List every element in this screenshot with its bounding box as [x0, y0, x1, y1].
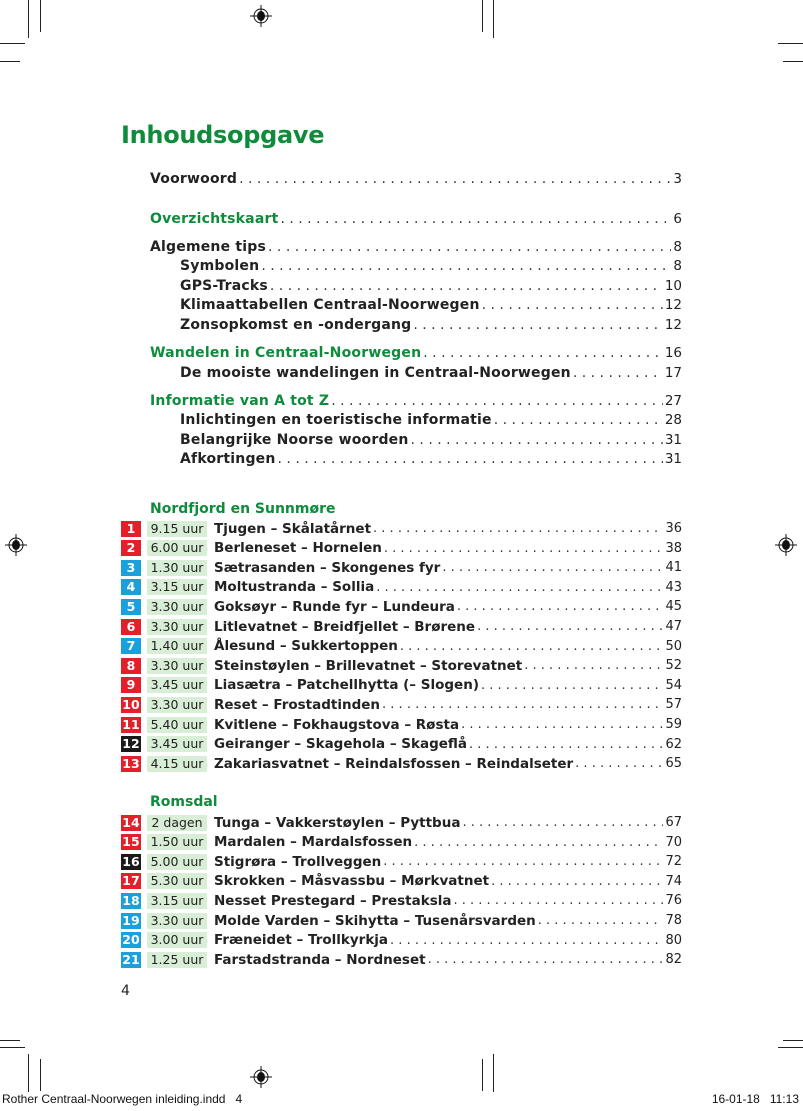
route-title: Zakariasvatnet – Reindalsfossen – Reindalseter [214, 755, 574, 772]
toc-page: 16 [664, 345, 682, 361]
route-duration: 3.30 uur [147, 658, 207, 674]
route-duration: 3.30 uur [147, 913, 207, 929]
leader-dots [261, 258, 671, 274]
crop-mark [778, 43, 803, 44]
toc-entry-noorse-woorden[interactable] [180, 432, 682, 451]
leader-dots [457, 599, 664, 614]
leader-dots [411, 432, 663, 448]
route-title: Mardalen – Mardalsfossen [214, 834, 413, 851]
route-duration: 3.15 uur [147, 579, 207, 595]
leader-dots [239, 171, 671, 187]
route-duration: 3.00 uur [147, 932, 207, 948]
crop-mark [40, 1059, 41, 1091]
leader-dots [461, 717, 663, 732]
route-page: 36 [665, 521, 682, 536]
leader-dots [268, 239, 671, 255]
route-number-badge: 21 [122, 951, 140, 967]
route-duration: 1.30 uur [147, 560, 207, 576]
leader-dots [373, 521, 663, 536]
route-title: Molde Varden – Skihytta – Tusenårsvarden [214, 912, 536, 929]
toc-entry-wandelen[interactable] [150, 345, 682, 364]
route-number-badge: 19 [122, 912, 140, 928]
route-number-badge: 18 [122, 892, 140, 908]
route-title: Fræneidet – Trollkyrkja [214, 932, 389, 949]
route-number-badge: 7 [121, 638, 141, 654]
route-page: 52 [665, 658, 682, 674]
leader-dots [538, 913, 664, 928]
route-number-badge: 3 [121, 560, 141, 576]
route-duration: 6.00 uur [147, 540, 207, 556]
route-row[interactable] [121, 597, 682, 616]
leader-dots [477, 619, 663, 634]
route-page: 47 [665, 619, 682, 634]
route-page: 70 [665, 834, 682, 850]
route-title: Skrokken – Måsvassbu – Mørkvatnet [214, 873, 490, 890]
route-row[interactable] [121, 695, 682, 714]
leader-dots [482, 297, 663, 313]
registration-mark-icon [250, 1066, 272, 1088]
leader-dots [278, 451, 663, 467]
route-number-badge: 15 [122, 834, 140, 850]
leader-dots [280, 211, 671, 227]
toc-label: Belangrijke Noorse woorden [180, 432, 409, 448]
crop-mark [0, 1047, 25, 1048]
leader-dots [462, 815, 663, 830]
page-number: 4 [121, 983, 130, 999]
crop-mark [493, 1054, 494, 1092]
route-duration: 1.50 uur [147, 834, 207, 850]
leader-dots [413, 317, 662, 333]
leader-dots [481, 678, 663, 693]
route-row[interactable] [121, 656, 682, 675]
toc-entry-algemene-tips[interactable] [150, 239, 682, 258]
leader-dots [400, 639, 664, 654]
route-page: 82 [665, 952, 682, 968]
route-row[interactable] [121, 578, 682, 597]
route-duration: 9.15 uur [147, 521, 207, 537]
leader-dots [494, 412, 663, 428]
route-row[interactable] [121, 735, 682, 754]
leader-dots [524, 658, 663, 673]
route-page: 65 [665, 756, 682, 772]
toc-page: 8 [673, 239, 682, 255]
route-page: 74 [665, 873, 682, 889]
route-page: 59 [665, 717, 682, 732]
route-duration: 3.30 uur [147, 599, 207, 615]
route-title: Moltustranda – Sollia [214, 579, 375, 596]
route-number-badge: 11 [122, 716, 140, 732]
route-number-badge: 16 [122, 853, 140, 869]
route-row[interactable] [121, 558, 682, 577]
route-number-badge: 5 [121, 599, 141, 615]
route-number-badge: 10 [122, 696, 140, 712]
toc-entry-symbolen[interactable] [180, 258, 682, 277]
route-duration: 2 dagen [147, 815, 207, 831]
slug-timestamp: 16-01-18 11:13 [711, 1092, 799, 1106]
toc-label: Afkortingen [180, 451, 276, 467]
route-page: 67 [665, 815, 682, 830]
route-page: 43 [665, 579, 682, 595]
route-title: Stigrøra – Trollveggen [214, 853, 382, 870]
route-row[interactable] [121, 715, 682, 734]
toc-entry-inlichtingen[interactable] [180, 412, 682, 431]
toc-page: 12 [664, 297, 682, 313]
leader-dots [442, 560, 663, 575]
crop-mark [778, 1047, 803, 1048]
route-duration: 4.15 uur [147, 756, 207, 772]
route-title: Tunga – Vakkerstøylen – Pyttbua [214, 814, 461, 831]
route-title: Goksøyr – Runde fyr – Lundeura [214, 598, 455, 615]
toc-label: Overzichtskaart [150, 211, 279, 227]
route-row[interactable] [121, 676, 682, 695]
route-number-badge: 2 [121, 540, 141, 556]
toc-page: 3 [673, 171, 682, 187]
route-page: 41 [665, 560, 682, 576]
route-number-badge: 20 [122, 932, 140, 948]
route-page: 78 [665, 913, 682, 928]
route-duration: 3.30 uur [147, 619, 207, 635]
route-number-badge: 1 [121, 521, 141, 537]
crop-mark [783, 61, 803, 62]
route-row[interactable] [121, 931, 682, 950]
route-title: Reset – Frostadtinden [214, 696, 381, 713]
route-title: Litlevatnet – Breidfjellet – Brørene [214, 618, 476, 635]
route-duration: 3.45 uur [147, 677, 207, 693]
toc-entry-mooiste-wandelingen[interactable] [180, 365, 682, 384]
toc-label: Algemene tips [150, 239, 267, 255]
route-number-badge: 6 [121, 619, 141, 635]
route-title: Kvitlene – Fokhaugstova – Røsta [214, 716, 460, 733]
leader-dots [376, 580, 663, 595]
crop-mark [0, 61, 20, 62]
toc-label: GPS-Tracks [180, 278, 268, 294]
toc-entry-voorwoord[interactable] [150, 171, 682, 190]
leader-dots [575, 756, 663, 771]
toc-page: 10 [664, 278, 682, 294]
leader-dots [383, 854, 663, 869]
route-title: Tjugen – Skålatårnet [214, 520, 372, 537]
toc-entry-klimaattabellen[interactable] [180, 297, 682, 316]
toc-entry-zonsopkomst[interactable] [180, 317, 682, 336]
leader-dots [573, 365, 663, 381]
route-page: 72 [665, 854, 682, 870]
registration-mark-icon [5, 534, 27, 556]
toc-entry-informatie[interactable] [150, 393, 682, 412]
route-number-badge: 9 [121, 677, 141, 693]
toc-label: Inlichtingen en toeristische informatie [180, 412, 492, 428]
route-row[interactable] [121, 637, 682, 656]
route-row[interactable] [121, 617, 682, 636]
route-title: Steinstøylen – Brillevatnet – Storevatnet [214, 657, 523, 674]
route-row[interactable] [121, 950, 682, 969]
route-title: Ålesund – Sukkertoppen [214, 638, 398, 655]
crop-mark [0, 1040, 20, 1041]
route-page: 80 [665, 932, 682, 948]
route-duration: 3.45 uur [147, 736, 207, 752]
crop-mark [482, 0, 483, 32]
leader-dots [390, 933, 663, 948]
leader-dots [469, 737, 663, 752]
crop-mark [783, 1040, 803, 1041]
route-duration: 5.00 uur [147, 854, 207, 870]
route-number-badge: 12 [122, 736, 140, 752]
region-heading: Nordfjord en Sunnmøre [150, 501, 336, 517]
route-row[interactable] [121, 539, 682, 558]
leader-dots [270, 278, 663, 294]
route-page: 45 [665, 599, 682, 615]
crop-mark [482, 1059, 483, 1091]
route-title: Berleneset – Hornelen [214, 540, 382, 557]
slug-filename: Rother Centraal-Noorwegen inleiding.indd 4 [2, 1092, 243, 1106]
leader-dots [454, 893, 664, 908]
route-title: Liasætra – Patchellhytta (– Slogen) [214, 677, 479, 694]
toc-page: 28 [664, 412, 682, 428]
leader-dots [384, 541, 664, 556]
route-row[interactable] [121, 872, 682, 891]
route-page: 54 [665, 677, 682, 693]
toc-page: 12 [664, 317, 682, 333]
crop-mark [40, 0, 41, 32]
crop-mark [0, 43, 25, 44]
route-row[interactable] [121, 519, 682, 538]
toc-label: Informatie van A tot Z [150, 393, 330, 409]
crop-mark [28, 0, 29, 38]
route-number-badge: 4 [121, 579, 141, 595]
route-number-badge: 14 [122, 814, 140, 830]
route-duration: 3.15 uur [147, 893, 207, 909]
route-page: 62 [665, 736, 682, 752]
route-duration: 1.40 uur [147, 638, 207, 654]
route-page: 38 [665, 540, 682, 556]
route-page: 50 [665, 638, 682, 654]
route-title: Nesset Prestegard – Prestaksla [214, 892, 452, 909]
toc-label: Voorwoord [150, 171, 238, 187]
toc-label: Wandelen in Centraal-Noorwegen [150, 345, 422, 361]
route-duration: 5.40 uur [147, 717, 207, 733]
route-row[interactable] [121, 911, 682, 930]
route-page: 76 [665, 893, 682, 909]
leader-dots [382, 697, 663, 712]
route-row[interactable] [121, 813, 682, 832]
route-number-badge: 13 [122, 755, 140, 771]
crop-mark [493, 0, 494, 38]
route-row[interactable] [121, 754, 682, 773]
route-number-badge: 17 [122, 873, 140, 889]
registration-mark-icon [250, 5, 272, 27]
route-row[interactable] [121, 891, 682, 910]
route-duration: 1.25 uur [147, 952, 207, 968]
toc-label: Zonsopkomst en -ondergang [180, 317, 412, 333]
route-title: Geiranger – Skagehola – Skageflå [214, 736, 468, 753]
toc-entry-overzichtskaart[interactable] [150, 211, 682, 230]
region-heading: Romsdal [150, 794, 218, 810]
route-duration: 3.30 uur [147, 697, 207, 713]
leader-dots [414, 835, 663, 850]
route-row[interactable] [121, 852, 682, 871]
toc-page: 6 [673, 211, 682, 227]
registration-mark-icon [775, 534, 797, 556]
toc-label: Symbolen [180, 258, 260, 274]
route-title: Sætrasanden – Skongenes fyr [214, 559, 441, 576]
toc-entry-gps-tracks[interactable] [180, 278, 682, 297]
route-duration: 5.30 uur [147, 873, 207, 889]
route-row[interactable] [121, 833, 682, 852]
toc-entry-afkortingen[interactable] [180, 451, 682, 470]
toc-page: 31 [664, 432, 682, 448]
page-title: Inhoudsopgave [121, 121, 325, 149]
toc-page: 17 [664, 365, 682, 381]
toc-label: Klimaattabellen Centraal-Noorwegen [180, 297, 480, 313]
crop-mark [28, 1054, 29, 1092]
leader-dots [331, 393, 663, 409]
leader-dots [491, 874, 663, 889]
toc-page: 31 [664, 451, 682, 467]
route-number-badge: 8 [121, 658, 141, 674]
route-title: Farstadstranda – Nordneset [214, 951, 426, 968]
toc-page: 8 [673, 258, 682, 274]
leader-dots [423, 345, 663, 361]
route-page: 57 [665, 697, 682, 713]
toc-page: 27 [664, 393, 682, 409]
toc-label: De mooiste wandelingen in Centraal-Noorwegen [180, 365, 571, 381]
leader-dots [428, 952, 664, 967]
